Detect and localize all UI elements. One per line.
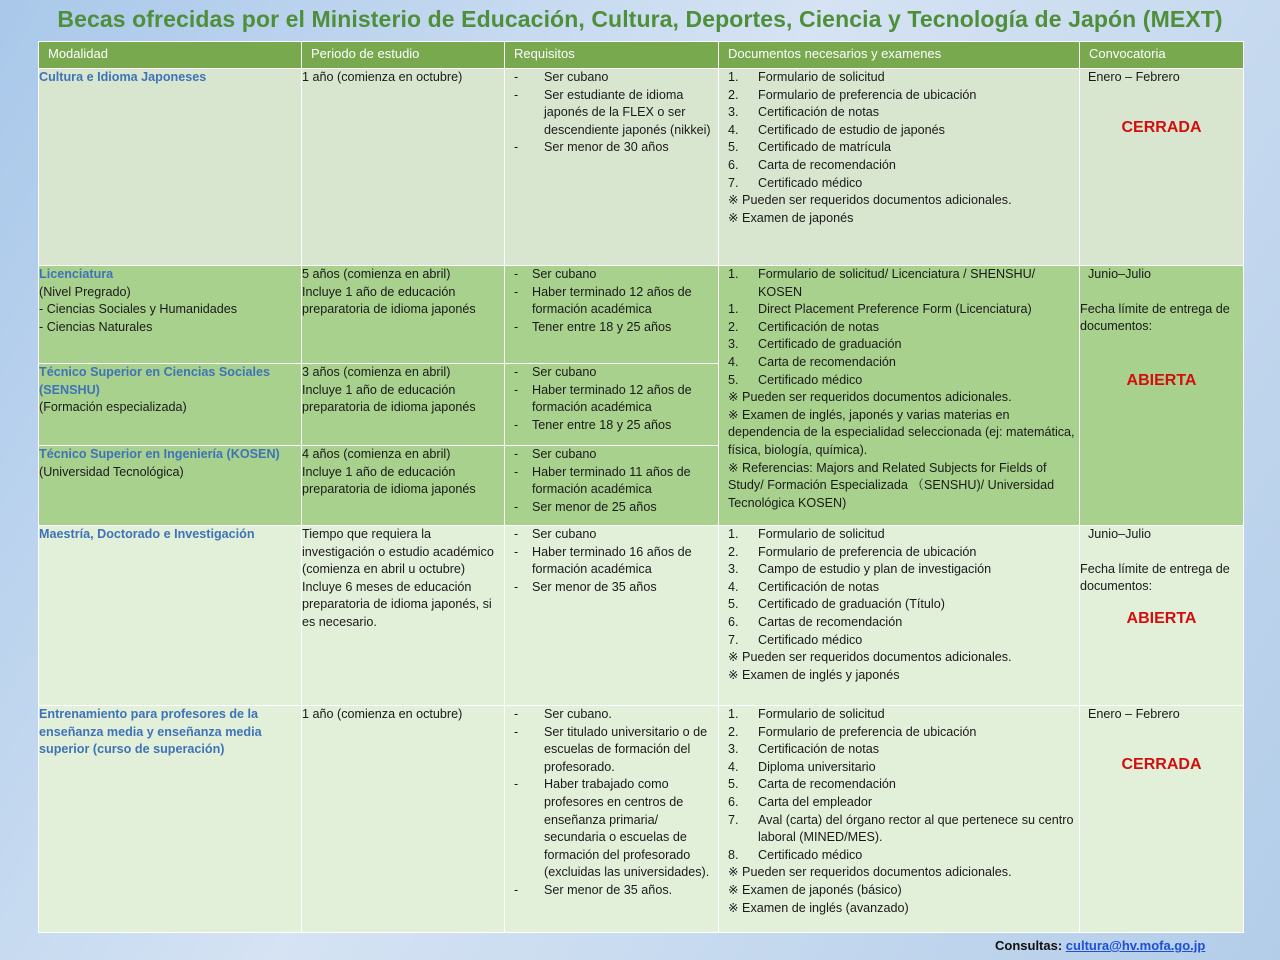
modalidad-cell bbox=[39, 526, 302, 706]
periodo-text: 4 años (comienza en abril) bbox=[302, 447, 451, 461]
table-row-maestria bbox=[39, 526, 1244, 706]
note-text: ※ Pueden ser requeridos documentos adicionales. bbox=[728, 390, 1012, 405]
note-text: ※ Pueden ser requeridos documentos adicionales. bbox=[728, 193, 1012, 208]
deadline-label: Fecha límite de entrega de documentos: bbox=[1080, 301, 1230, 334]
periodo-cell bbox=[302, 364, 505, 446]
note-text: ※ Examen de japonés bbox=[728, 210, 854, 225]
requisitos-list bbox=[505, 364, 718, 434]
list-item: 3. Certificación de notas bbox=[728, 105, 880, 120]
note-text: ※ Examen de inglés (avanzado) bbox=[728, 900, 909, 915]
contact-email-link[interactable]: cultura@hv.mofa.go.jp bbox=[1065, 938, 1206, 953]
list-item: 6. Carta del empleador bbox=[728, 794, 873, 809]
requisitos-cell bbox=[505, 446, 719, 526]
list-item: 1. Direct Placement Preference Form (Licenciatura) bbox=[728, 302, 1032, 317]
list-item: 1. Formulario de solicitud bbox=[728, 527, 885, 541]
modalidad-cell bbox=[39, 69, 302, 266]
periodo-cell bbox=[302, 526, 505, 706]
list-item: 1. Formulario de solicitud bbox=[728, 70, 885, 84]
modalidad-name: Cultura e Idioma Japoneses bbox=[39, 70, 207, 84]
list-item: 6. Carta de recomendación bbox=[728, 157, 896, 172]
modalidad-cell bbox=[39, 266, 302, 364]
list-item: 8. Certificado médico bbox=[728, 847, 863, 862]
periodo-text: 3 años (comienza en abril) bbox=[302, 365, 451, 379]
list-item: - Haber terminado 12 años de formación académica bbox=[514, 284, 718, 319]
list-item: - Ser menor de 35 años bbox=[514, 579, 718, 597]
col-header-documentos: Documentos necesarios y examenes bbox=[719, 42, 1080, 69]
note-text: ※ Examen de inglés, japonés y varias materias en dependencia de la especialidad seleccionada (ej: matemática, física, biología, química). bbox=[728, 407, 1075, 457]
list-item: 4. Diploma universitario bbox=[728, 759, 876, 774]
note-text: ※ Examen de inglés y japonés bbox=[728, 667, 900, 682]
convocatoria-cell bbox=[1080, 69, 1244, 266]
modalidad-detail: (Formación especializada) bbox=[39, 400, 187, 415]
list-item: 2. Certificación de notas bbox=[728, 319, 880, 334]
list-item: - Tener entre 18 y 25 años bbox=[514, 319, 718, 337]
col-header-modalidad: Modalidad bbox=[39, 42, 302, 69]
list-item: - Ser menor de 30 años bbox=[514, 139, 718, 157]
col-header-requisitos: Requisitos bbox=[505, 42, 719, 69]
periodo-text: Tiempo que requiera la investigación o estudio académico (comienza en abril u octubre) bbox=[302, 527, 494, 577]
requisitos-list bbox=[505, 266, 718, 336]
list-item: 4. Certificado de estudio de japonés bbox=[728, 122, 945, 137]
periodo-text: Incluye 1 año de educación preparatoria de idioma japonés bbox=[302, 464, 476, 497]
list-item: 3. Certificado de graduación bbox=[728, 337, 902, 352]
list-item: 7. Aval (carta) del órgano rector al que pertenece su centro laboral (MINED/MES). bbox=[728, 812, 1074, 845]
modalidad-detail: (Nivel Pregrado) bbox=[39, 284, 131, 299]
status-badge: ABIERTA bbox=[1126, 609, 1197, 627]
list-item: - Ser cubano bbox=[514, 69, 718, 87]
status-badge: CERRADA bbox=[1121, 755, 1202, 773]
list-item: - Tener entre 18 y 25 años bbox=[514, 417, 718, 435]
page-title: Becas ofrecidas por el Ministerio de Educación, Cultura, Deportes, Ciencia y Tecnología de Japón (MEXT) bbox=[57, 6, 1223, 32]
convocatoria-period: Enero – Febrero bbox=[1088, 707, 1180, 721]
list-item: 2. Formulario de preferencia de ubicación bbox=[728, 724, 977, 739]
list-item: 5. Certificado médico bbox=[728, 372, 863, 387]
list-item: - Ser cubano bbox=[514, 266, 718, 284]
list-item: - Haber terminado 11 años de formación académica bbox=[514, 464, 718, 499]
modalidad-cell bbox=[39, 364, 302, 446]
list-item: 7. Certificado médico bbox=[728, 632, 863, 647]
periodo-text: Incluye 1 año de educación preparatoria de idioma japonés bbox=[302, 382, 476, 415]
list-item: - Ser titulado universitario o de escuelas de formación del profesorado. bbox=[514, 724, 718, 777]
note-text: ※ Referencias: Majors and Related Subjects for Fields of Study/ Formación Especializada （SENSHU)/ Universidad Tecnológica KOSEN) bbox=[728, 460, 1055, 510]
periodo-text: Incluye 6 meses de educación preparatoria de idioma japonés, si es necesario. bbox=[302, 579, 492, 629]
requisitos-cell bbox=[505, 69, 719, 266]
list-item: - Ser cubano bbox=[514, 364, 718, 382]
col-header-periodo: Periodo de estudio bbox=[302, 42, 505, 69]
modalidad-name: Técnico Superior en Ciencias Sociales (SENSHU) bbox=[39, 365, 270, 397]
list-item: 5. Certificado de matrícula bbox=[728, 140, 891, 155]
table-header-row bbox=[39, 42, 1244, 69]
list-item: - Haber terminado 12 años de formación académica bbox=[514, 382, 718, 417]
table-row-profesores bbox=[39, 706, 1244, 933]
list-item: - Ser cubano bbox=[514, 526, 718, 544]
list-item: 1. Formulario de solicitud/ Licenciatura / SHENSHU/ KOSEN bbox=[728, 267, 1036, 299]
periodo-cell bbox=[302, 266, 505, 364]
convocatoria-period: Junio–Julio bbox=[1088, 527, 1152, 541]
list-item: 1. Formulario de solicitud bbox=[728, 707, 885, 721]
periodo-text: 5 años (comienza en abril) bbox=[302, 267, 451, 281]
list-item: 4. Certificación de notas bbox=[728, 579, 880, 594]
list-item: - Ser cubano bbox=[514, 446, 718, 464]
periodo-text: 1 año (comienza en octubre) bbox=[302, 70, 463, 84]
list-item: - Haber trabajado como profesores en centros de enseñanza primaria/ secundaria o escuelas de formación del profesorado (excluidas las universidades). bbox=[514, 776, 718, 882]
modalidad-cell bbox=[39, 446, 302, 526]
modalidad-cell bbox=[39, 706, 302, 933]
requisitos-cell bbox=[505, 706, 719, 933]
list-item: 6. Cartas de recomendación bbox=[728, 614, 903, 629]
documentos-list bbox=[719, 526, 1079, 649]
list-item: - Ser estudiante de idioma japonés de la FLEX o ser descendiente japonés (nikkei) bbox=[514, 87, 718, 140]
periodo-cell bbox=[302, 706, 505, 933]
convocatoria-period: Junio–Julio bbox=[1088, 267, 1152, 281]
modalidad-detail: (Universidad Tecnológica) bbox=[39, 464, 184, 479]
documentos-cell bbox=[719, 526, 1080, 706]
note-text: ※ Pueden ser requeridos documentos adicionales. bbox=[728, 650, 1012, 665]
scholarship-table bbox=[38, 41, 1244, 933]
requisitos-cell bbox=[505, 266, 719, 364]
list-item: 5. Certificado de graduación (Título) bbox=[728, 597, 945, 612]
list-item: - Ser menor de 25 años bbox=[514, 499, 718, 517]
modalidad-name: Técnico Superior en Ingeniería (KOSEN) bbox=[39, 447, 280, 461]
col-header-convocatoria: Convocatoria bbox=[1080, 42, 1244, 69]
modalidad-name: Entrenamiento para profesores de la enseñanza media y enseñanza media superior (curso de superación) bbox=[39, 707, 262, 757]
periodo-text: Incluye 1 año de educación preparatoria de idioma japonés bbox=[302, 284, 476, 317]
list-item: 5. Carta de recomendación bbox=[728, 777, 896, 792]
convocatoria-period: Enero – Febrero bbox=[1088, 70, 1180, 84]
periodo-cell bbox=[302, 69, 505, 266]
requisitos-list bbox=[505, 706, 718, 900]
note-text: ※ Examen de japonés (básico) bbox=[728, 882, 902, 897]
convocatoria-cell bbox=[1080, 706, 1244, 933]
periodo-cell bbox=[302, 446, 505, 526]
list-item: 3. Certificación de notas bbox=[728, 742, 880, 757]
modalidad-name: Maestría, Doctorado e Investigación bbox=[39, 527, 255, 541]
documentos-list bbox=[719, 69, 1079, 192]
table-row-licenciatura bbox=[39, 266, 1244, 364]
status-badge: ABIERTA bbox=[1126, 371, 1197, 389]
requisitos-cell bbox=[505, 364, 719, 446]
documentos-list bbox=[719, 266, 1079, 389]
contact-label: Consultas: bbox=[995, 938, 1063, 953]
convocatoria-cell bbox=[1080, 526, 1244, 706]
table-row-cultura bbox=[39, 69, 1244, 266]
convocatoria-cell bbox=[1080, 266, 1244, 526]
list-item: - Haber terminado 16 años de formación académica bbox=[514, 544, 718, 579]
list-item: 7. Certificado médico bbox=[728, 175, 863, 190]
requisitos-list bbox=[505, 69, 718, 157]
requisitos-list bbox=[505, 526, 718, 596]
list-item: - Ser menor de 35 años. bbox=[514, 882, 718, 900]
list-item: - Ser cubano. bbox=[514, 706, 718, 724]
list-item: 4. Carta de recomendación bbox=[728, 354, 896, 369]
documentos-list bbox=[719, 706, 1079, 864]
modalidad-name: Licenciatura bbox=[39, 267, 114, 281]
documentos-cell bbox=[719, 266, 1080, 526]
requisitos-cell bbox=[505, 526, 719, 706]
note-text: ※ Pueden ser requeridos documentos adicionales. bbox=[728, 865, 1012, 880]
status-badge: CERRADA bbox=[1121, 118, 1202, 136]
documentos-cell bbox=[719, 706, 1080, 933]
requisitos-list bbox=[505, 446, 718, 516]
documentos-cell bbox=[719, 69, 1080, 266]
deadline-label: Fecha límite de entrega de documentos: bbox=[1080, 561, 1230, 594]
list-item: 3. Campo de estudio y plan de investigación bbox=[728, 562, 992, 577]
list-item: 2. Formulario de preferencia de ubicación bbox=[728, 544, 977, 559]
list-item: 2. Formulario de preferencia de ubicación bbox=[728, 87, 977, 102]
contact-footer bbox=[995, 938, 1205, 953]
modalidad-detail: - Ciencias Naturales bbox=[39, 319, 153, 334]
modalidad-detail: - Ciencias Sociales y Humanidades bbox=[39, 302, 238, 317]
periodo-text: 1 año (comienza en octubre) bbox=[302, 707, 463, 721]
